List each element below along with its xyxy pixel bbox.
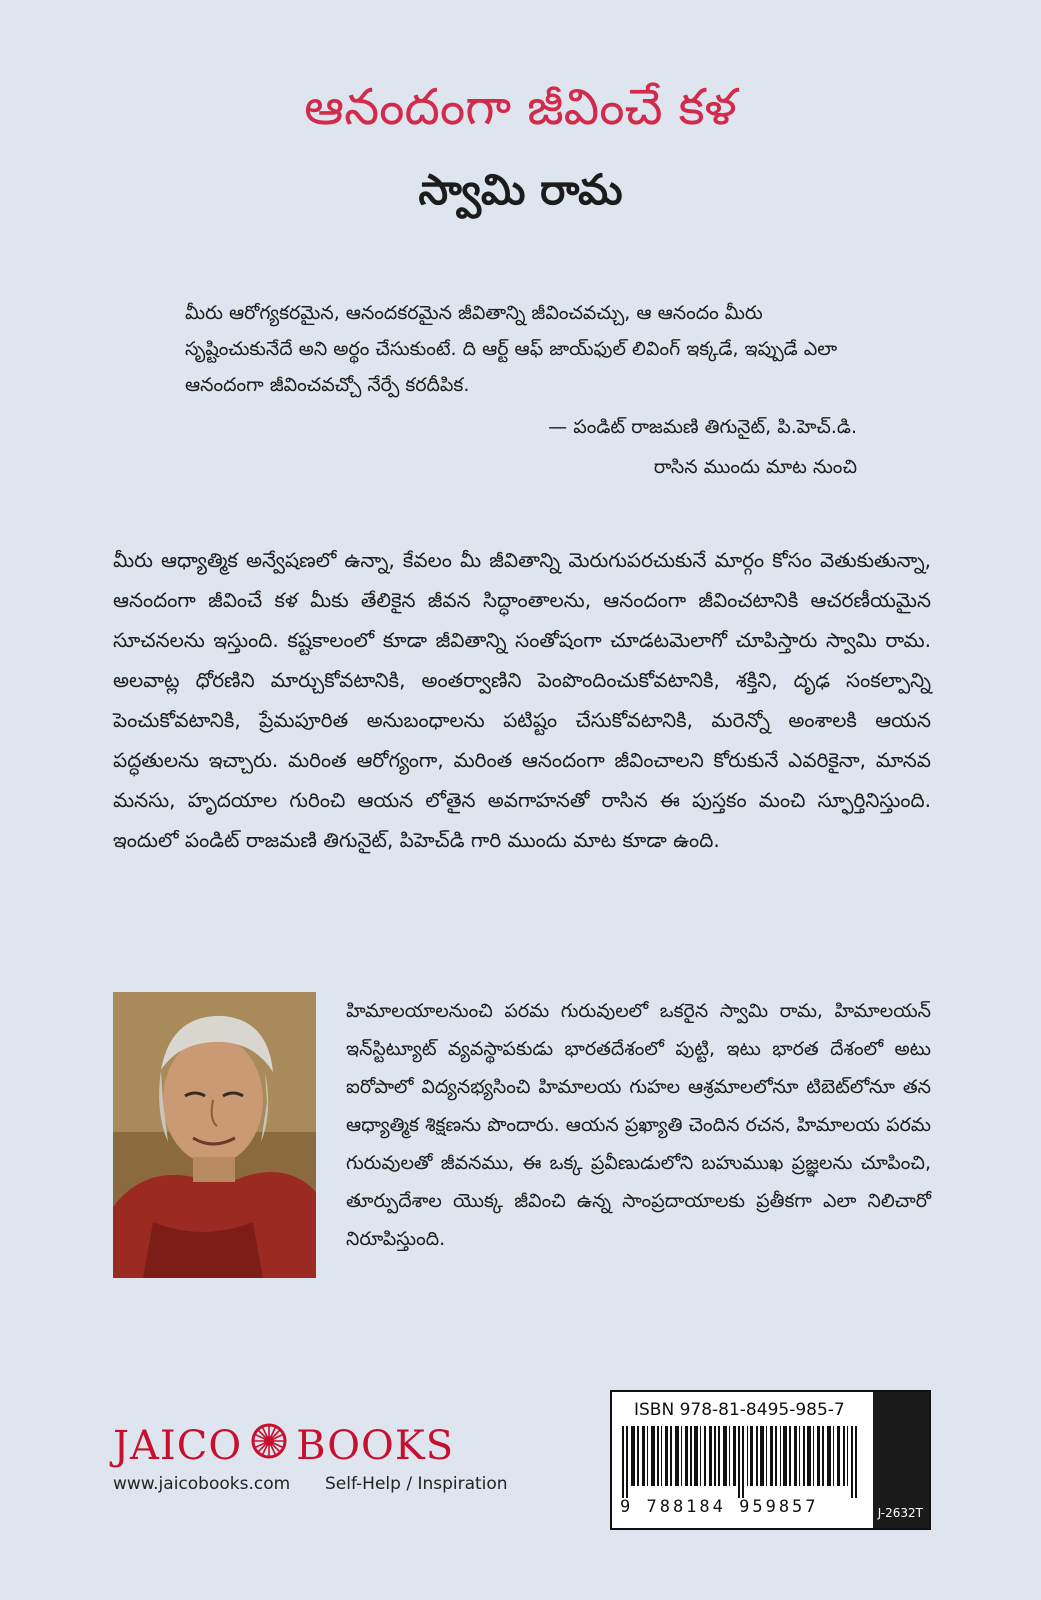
chakra-wheel-icon bbox=[250, 1422, 288, 1470]
book-author: స్వామి రామ bbox=[418, 165, 623, 214]
author-bio: హిమాలయాలనుంచి పరమ గురువులలో ఒకరైన స్వామి రామ, హిమాలయన్ ఇన్‌స్టిట్యూట్ వ్యవస్థాపకుడు భారతదేశంలో పుట్టి, ఇటు భారత దేశంలో అటు ఐరోపాలో విద్యనభ్యసించి హిమాలయ గుహల ఆశ్రమాలలోనూ టిబెట్‌లోనూ తన ఆధ్యాత్మిక శిక్షణను పొందారు. ఆయన ప్రఖ్యాతి చెందిన రచన, హిమాలయ పరమ గురువులతో జీవనము, ఈ ఒక్క ప్రవీణుడులోని బహుముఖ ప్రజ్ఞలను చూపించి, తూర్పుదేశాల యొక్క జీవించి ఉన్న సాంప్రదాయాలకు ప్రతీకగా ఎలా నిలిచారో నిరూపిస్తుంది. bbox=[346, 1000, 931, 1250]
barcode-digits: 9 788184 959857 bbox=[620, 1497, 819, 1517]
publisher-name-left: JAICO bbox=[113, 1423, 243, 1469]
isbn-barcode-box bbox=[610, 1390, 931, 1530]
publisher-website: www.jaicobooks.com bbox=[113, 1474, 291, 1494]
publisher-name-right: BOOKS bbox=[296, 1423, 455, 1469]
quote-source: రాసిన ముందు మాట నుంచి bbox=[653, 456, 857, 478]
publisher-logo bbox=[113, 1420, 454, 1472]
product-code: J-2632T bbox=[877, 1506, 923, 1520]
endorsement-quote: మీరు ఆరోగ్యకరమైన, ఆనందకరమైన జీవితాన్ని జీవించవచ్చు, ఆ ఆనందం మీరు సృష్టించుకునేదే అని అర్థం చేసుకుంటే. ది ఆర్ట్ ఆఫ్ జాయ్‌ఫుల్ లివింగ్ ఇక్కడే, ఇప్పుడే ఎలా ఆనందంగా జీవించవచ్చో నేర్పే కరదీపిక. bbox=[185, 302, 838, 396]
author-portrait-image bbox=[113, 992, 316, 1278]
isbn-number: ISBN 978-81-8495-985-7 bbox=[634, 1400, 845, 1420]
book-category: Self-Help / Inspiration bbox=[325, 1474, 508, 1494]
author-photo bbox=[113, 992, 316, 1278]
book-title: ఆనందంగా జీవించే కళ bbox=[304, 78, 737, 136]
book-description: మీరు ఆధ్యాత్మిక అన్వేషణలో ఉన్నా, కేవలం మీ జీవితాన్ని మెరుగుపరచుకునే మార్గం కోసం వెతుకుతున్నా, ఆనందంగా జీవించే కళ మీకు తేలికైన జీవన సిద్ధాంతాలను, ఆనందంగా జీవించటానికి ఆచరణీయమైన సూచనలను ఇస్తుంది. కష్టకాలంలో కూడా జీవితాన్ని సంతోషంగా చూడటమెలాగో చూపిస్తారు స్వామి రామ. అలవాట్ల ధోరణిని మార్చుకోవటానికి, అంతర్వాణిని పెంపొందించుకోవటానికి, శక్తిని, దృఢ సంకల్పాన్ని పెంచుకోవటానికి, ప్రేమపూరిత అనుబంధాలను పటిష్టం చేసుకోవటానికి, మరెన్నో అంశాలకి ఆయన పద్ధతులను ఇచ్చారు. మరింత ఆరోగ్యంగా, మరింత ఆనందంగా జీవించాలని కోరుకునే ఎవరికైనా, మానవ మనసు, హృదయాల గురించి ఆయన లోతైన అవగాహనతో రాసిన ఈ పుస్తకం మంచి స్ఫూర్తినిస్తుంది. ఇందులో పండిట్ రాజమణి తిగునైట్, పిహెచ్‌డి గారి ముందు మాట కూడా ఉంది. bbox=[113, 548, 931, 852]
barcode-image bbox=[622, 1426, 862, 1498]
quote-attribution: — పండిట్ రాజమణి తిగునైట్, పి.హెచ్.డి. bbox=[548, 416, 857, 438]
